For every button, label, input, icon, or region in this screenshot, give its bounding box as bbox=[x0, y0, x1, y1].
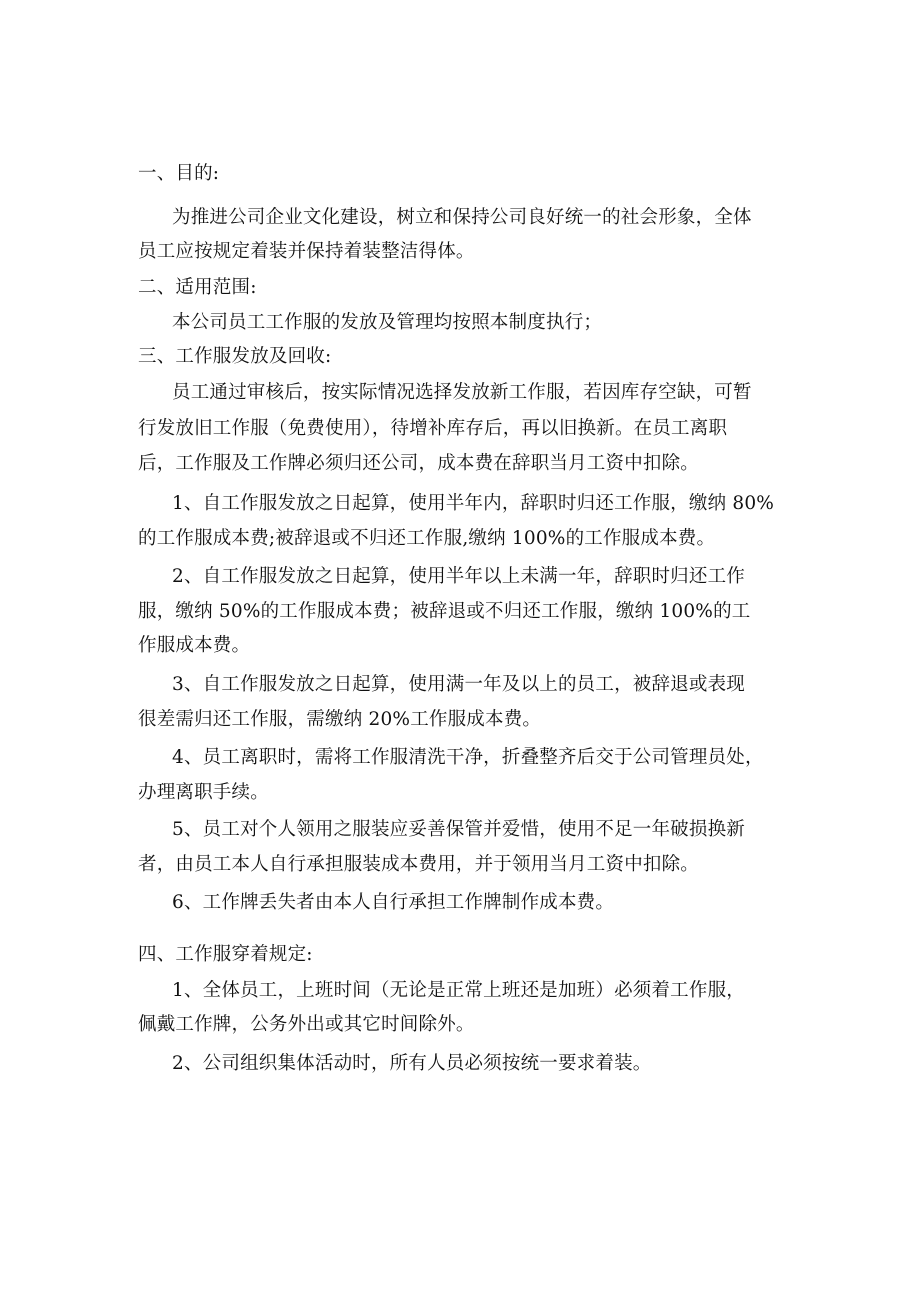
section-3-item-2-line-3: 作服成本费。 bbox=[138, 635, 251, 656]
section-3-item-1-line-1: 1、自工作服发放之日起算，使用半年内，辞职时归还工作服，缴纳 80% bbox=[172, 493, 775, 514]
section-3-item-5-line-2: 者，由员工本人自行承担服装成本费用，并于领用当月工资中扣除。 bbox=[138, 854, 700, 875]
section-4-item-1-line-2: 佩戴工作牌，公务外出或其它时间除外。 bbox=[138, 1014, 475, 1035]
section-1-heading: 一、目的: bbox=[138, 163, 220, 184]
section-3-item-4-line-2: 办理离职手续。 bbox=[138, 782, 269, 803]
section-1-paragraph-line-2: 员工应按规定着装并保持着装整洁得体。 bbox=[138, 241, 475, 262]
section-3-item-3-line-1: 3、自工作服发放之日起算，使用满一年及以上的员工，被辞退或表现 bbox=[172, 674, 745, 695]
section-3-intro-line-2: 行发放旧工作服（免费使用），待增补库存后，再以旧换新。在员工离职 bbox=[138, 418, 728, 439]
section-4-heading: 四、工作服穿着规定: bbox=[138, 944, 313, 965]
section-2-heading: 二、适用范围: bbox=[138, 277, 257, 298]
section-3-item-5-line-1: 5、员工对个人领用之服装应妥善保管并爱惜，使用不足一年破损换新 bbox=[172, 819, 745, 840]
section-3-heading: 三、工作服发放及回收: bbox=[138, 346, 332, 367]
section-1-paragraph-line-1: 为推进公司企业文化建设，树立和保持公司良好统一的社会形象，全体 bbox=[172, 207, 752, 228]
section-3-item-6-line-1: 6、工作牌丢失者由本人自行承担工作牌制作成本费。 bbox=[172, 892, 615, 913]
section-3-intro-line-3: 后，工作服及工作牌必须归还公司，成本费在辞职当月工资中扣除。 bbox=[138, 453, 700, 474]
section-3-intro-line-1: 员工通过审核后，按实际情况选择发放新工作服，若因库存空缺，可暂 bbox=[172, 382, 752, 403]
section-4-item-2-line-1: 2、公司组织集体活动时，所有人员必须按统一要求着装。 bbox=[172, 1053, 652, 1074]
section-3-item-3-line-2: 很差需归还工作服，需缴纳 20%工作服成本费。 bbox=[138, 709, 542, 730]
section-4-item-1-line-1: 1、全体员工，上班时间（无论是正常上班还是加班）必须着工作服， bbox=[172, 980, 745, 1001]
section-3-item-2-line-2: 服，缴纳 50%的工作服成本费；被辞退或不归还工作服，缴纳 100%的工 bbox=[138, 601, 751, 622]
section-3-item-1-line-2: 的工作服成本费;被辞退或不归还工作服,缴纳 100%的工作服成本费。 bbox=[138, 528, 716, 549]
section-3-item-4-line-1: 4、员工离职时，需将工作服清洗干净，折叠整齐后交于公司管理员处， bbox=[172, 747, 764, 768]
section-2-paragraph-line-1: 本公司员工工作服的发放及管理均按照本制度执行； bbox=[172, 312, 603, 333]
section-3-item-2-line-1: 2、自工作服发放之日起算，使用半年以上未满一年，辞职时归还工作 bbox=[172, 566, 745, 587]
